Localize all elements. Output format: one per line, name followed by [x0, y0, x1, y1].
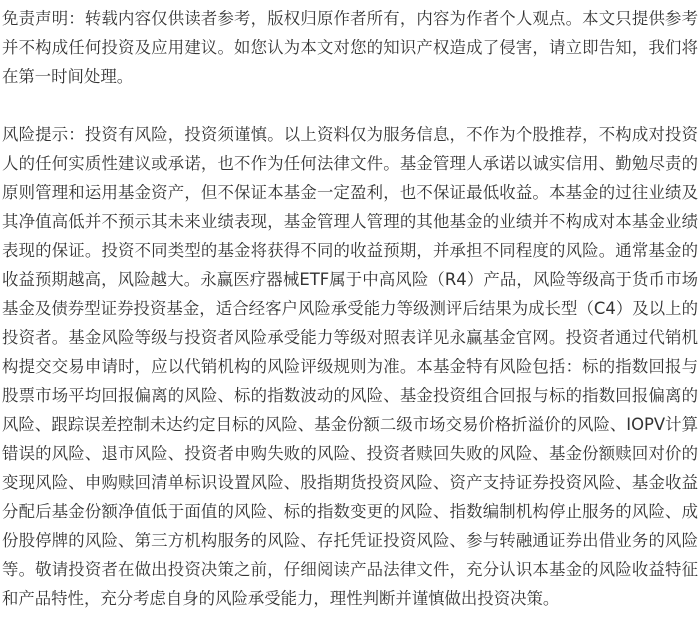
disclaimer-paragraph: 免责声明：转载内容仅供读者参考，版权归原作者所有，内容为作者个人观点。本文只提供参考并不构成任何投资及应用建议。如您认为本文对您的知识产权造成了侵害，请立即告知，我们将在第一时间处理。 — [2, 9, 698, 86]
risk-notice-paragraph: 风险提示：投资有风险，投资须谨慎。以上资料仅为服务信息，不作为个股推荐，不构成对投资人的任何实质性建议或承诺，也不作为任何法律文件。基金管理人承诺以诚实信用、勤勉尽责的原则管理和运用基金资产，但不保证本基金一定盈利，也不保证最低收益。本基金的过往业绩及其净值高低并不预示其未来业绩表现，基金管理人管理的其他基金的业绩并不构成对本基金业绩表现的保证。投资不同类型的基金将获得不同的收益预期，并承担不同程度的风险。通常基金的收益预期越高，风险越大。永赢医疗器械ETF属于中高风险（R4）产品，风险等级高于货币市场基金及债券型证券投资基金，适合经客户风险承受能力等级测评后结果为成长型（C4）及以上的投资者。基金风险等级与投资者风险承受能力等级对照表详见永赢基金官网。投资者通过代销机构提交交易申请时，应以代销机构的风险评级规则为准。本基金特有风险包括：标的指数回报与股票市场平均回报偏离的风险、标的指数波动的风险、基金投资组合回报与标的指数回报偏离的风险、跟踪误差控制未达约定目标的风险、基金份额二级市场交易价格折溢价的风险、IOPV计算错误的风险、退市风险、投资者申购失败的风险、投资者赎回失败的风险、基金份额赎回对价的变现风险、申购赎回清单标识设置风险、股指期货投资风险、资产支持证券投资风险、基金收益分配后基金份额净值低于面值的风险、标的指数变更的风险、指数编制机构停止服务的风险、成份股停牌的风险、第三方机构服务的风险、存托凭证投资风险、参与转融通证券出借业务的风险等。敬请投资者在做出投资决策之前，仔细阅读产品法律文件，充分认识本基金的风险收益特征和产品特性，充分考虑自身的风险承受能力，理性判断并谨慎做出投资决策。 — [2, 125, 698, 608]
article-footer — [2, 0, 698, 613]
